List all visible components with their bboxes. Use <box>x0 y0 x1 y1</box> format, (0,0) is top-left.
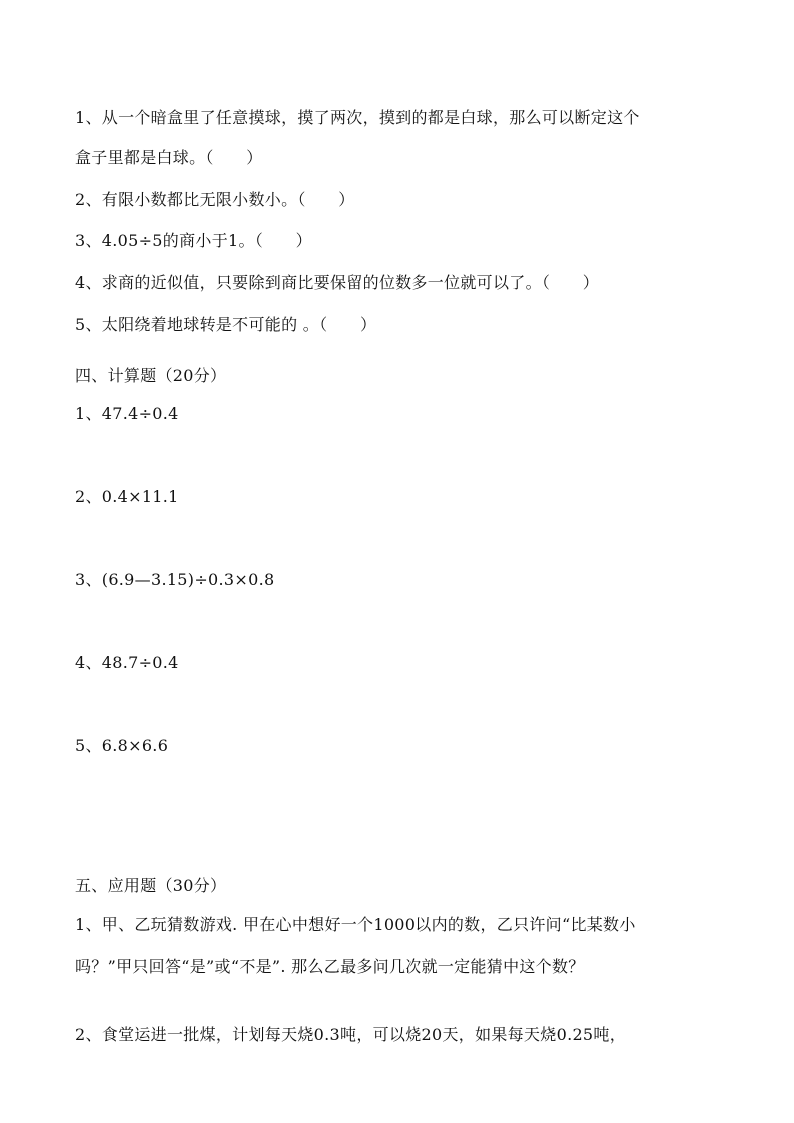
calculation-item-1: 1、47.4÷0.4 <box>75 404 179 423</box>
application-item-2-line-1: 2、食堂运进一批煤，计划每天烧0.3吨，可以烧20天，如果每天烧0.25吨， <box>75 1025 627 1044</box>
calculation-item-3: 3、(6.9—3.15)÷0.3×0.8 <box>75 570 275 589</box>
calculation-item-4: 4、48.7÷0.4 <box>75 653 179 672</box>
judgement-item-1-line-1: 1、从一个暗盒里了任意摸球，摸了两次，摸到的都是白球，那么可以断定这个 <box>75 108 640 127</box>
application-item-1-line-1: 1、甲、乙玩猜数游戏. 甲在心中想好一个1000以内的数，乙只许问“比某数小 <box>75 915 636 934</box>
judgement-item-5: 5、太阳绕着地球转是不可能的 。（ ） <box>75 315 377 334</box>
calculation-heading: 四、计算题（20分） <box>75 366 227 385</box>
judgement-item-2: 2、有限小数都比无限小数小。（ ） <box>75 190 355 209</box>
judgement-item-4: 4、求商的近似值，只要除到商比要保留的位数多一位就可以了。（ ） <box>75 273 600 292</box>
application-item-1-line-2: 吗？”甲只回答“是”或“不是”. 那么乙最多问几次就一定能猜中这个数？ <box>75 957 585 976</box>
calculation-item-5: 5、6.8×6.6 <box>75 736 169 755</box>
calculation-item-2: 2、0.4×11.1 <box>75 487 179 506</box>
judgement-item-1-line-2: 盒子里都是白球。（ ） <box>75 148 263 167</box>
judgement-item-3: 3、4.05÷5的商小于1。（ ） <box>75 231 312 250</box>
application-heading: 五、应用题（30分） <box>75 876 227 895</box>
